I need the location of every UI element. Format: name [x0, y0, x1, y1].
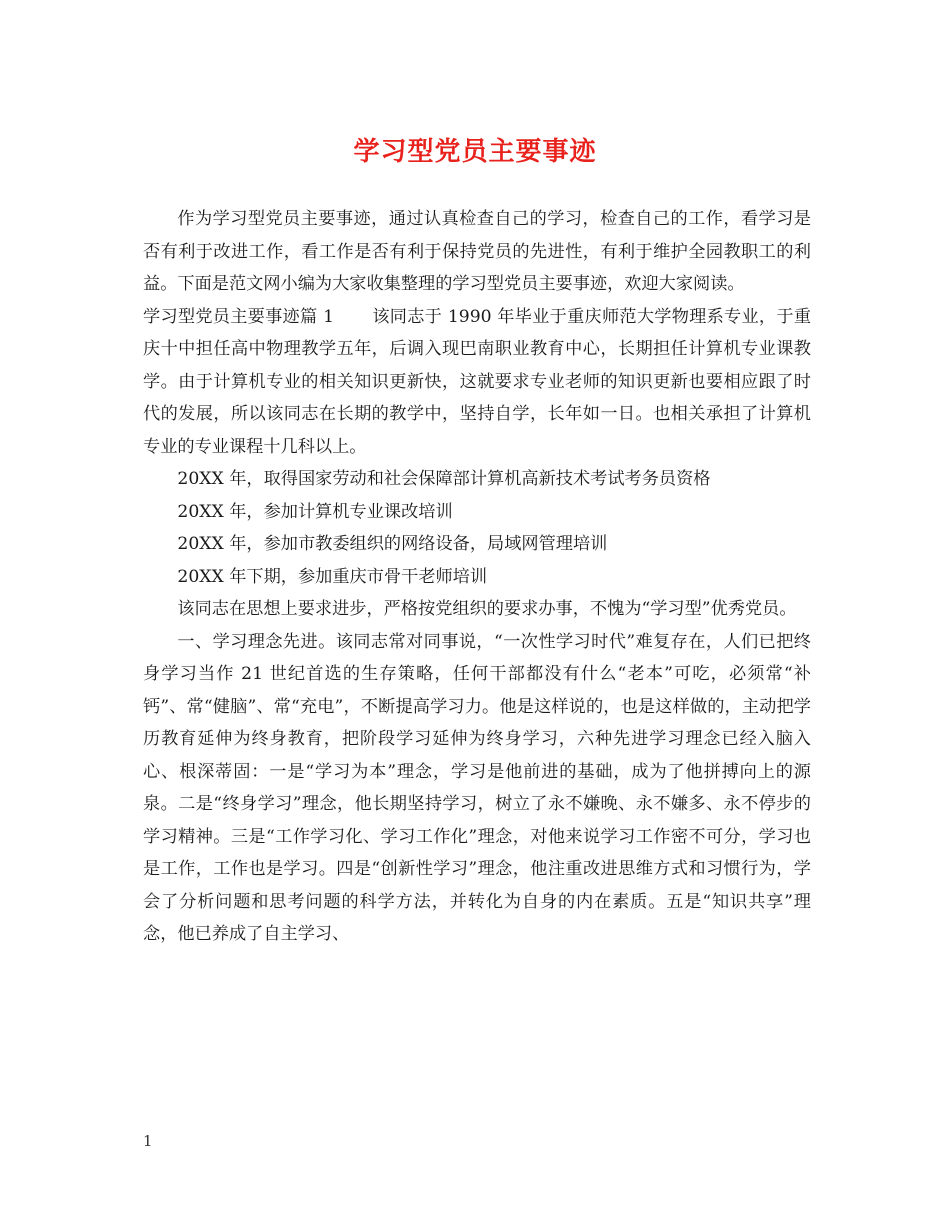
point-one-paragraph: 一、学习理念先进。该同志常对同事说，“一次性学习时代”难复存在，人们已把终身学习当作 21 世纪首选的生存策略，任何干部都没有什么“老本”可吃，必须常“补钙”、常“健脑”、常“充电”，不断提高学习力。他是这样说的，也是这样做的，主动把学历教育延伸为终身教育，把阶段学习延伸为终身学习，六种先进学习理念已经入脑入心、根深蒂固：一是“学习为本”理念，学习是他前进的基础，成为了他拼搏向上的源泉。二是“终身学习”理念，他长期坚持学习，树立了永不嫌晚、永不嫌多、永不停步的学习精神。三是“工作学习化、学习工作化”理念，对他来说学习工作密不可分，学习也是工作，工作也是学习。四是“创新性学习”理念，他注重改进思维方式和习惯行为，学会了分析问题和思考问题的科学方法，并转化为自身的内在素质。五是“知识共享”理念，他已养成了自主学习、	[143, 631, 811, 944]
section-label: 学习型党员主要事迹篇 1	[143, 306, 335, 327]
list-item: 20XX 年下期，参加重庆市骨干老师培训	[177, 566, 488, 587]
section-paragraph	[143, 301, 811, 464]
document-body	[143, 203, 811, 951]
intro-paragraph: 作为学习型党员主要事迹，通过认真检查自己的学习，检查自己的工作，看学习是否有利于改进工作，看工作是否有利于保持党员的先进性，有利于维护全园教职工的利益。下面是范文网小编为大家收集整理的学习型党员主要事迹，欢迎大家阅读。	[143, 209, 811, 294]
list-item: 20XX 年，取得国家劳动和社会保障部计算机高新技术考试考务员资格	[177, 469, 711, 489]
page-number: 1	[143, 1132, 153, 1150]
list-item: 20XX 年，参加市教委组织的网络设备，局域网管理培训	[177, 534, 608, 554]
list-item: 20XX 年，参加计算机专业课改培训	[177, 501, 453, 522]
document-title: 学习型党员主要事迹	[353, 137, 597, 167]
summary-paragraph: 该同志在思想上要求进步，严格按党组织的要求办事，不愧为“学习型”优秀党员。	[177, 599, 797, 619]
section-body: 该同志于 1990 年毕业于重庆师范大学物理系专业，于重庆十中担任高中物理教学五年，后调入现巴南职业教育中心，长期担任计算机专业课教学。由于计算机专业的相关知识更新快，这就要求专业老师的知识更新也要相应跟了时代的发展，所以该同志在长期的教学中，坚持自学，长年如一日。也相关承担了计算机专业的专业课程十几科以上。	[143, 306, 812, 457]
